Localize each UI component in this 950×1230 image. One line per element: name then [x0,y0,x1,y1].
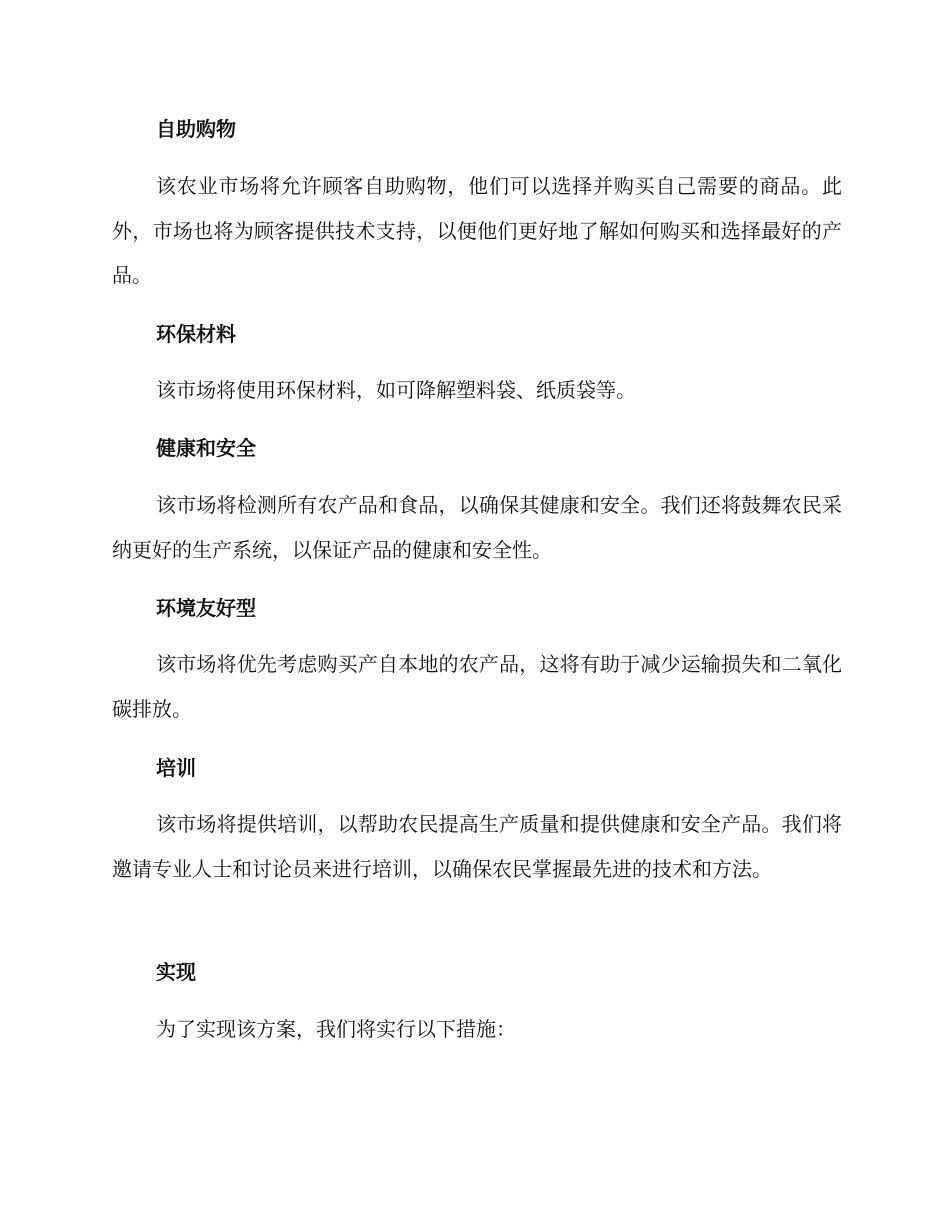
section-heading-health-safety: 健康和安全 [156,436,256,460]
section-heading-training: 培训 [156,756,196,780]
section-body-implementation: 为了实现该方案，我们将实行以下措施： [156,1017,516,1041]
section-body-training: 该市场将提供培训，以帮助农民提高生产质量和提供健康和安全产品。我们将邀请专业人士和讨论员来进行培训，以确保农民掌握最先进的技术和方法。 [112,812,842,881]
section-heading-implementation: 实现 [156,960,196,984]
section-body-eco-friendly: 该市场将优先考虑购买产自本地的农产品，这将有助于减少运输损失和二氧化碳排放。 [112,652,842,721]
section-heading-eco-materials: 环保材料 [156,322,236,346]
section-heading-self-service: 自助购物 [156,117,236,141]
section-body-self-service: 该农业市场将允许顾客自助购物，他们可以选择并购买自己需要的商品。此外，市场也将为顾客提供技术支持，以便他们更好地了解如何购买和选择最好的产品。 [112,174,842,287]
section-body-eco-materials: 该市场将使用环保材料，如可降解塑料袋、纸质袋等。 [156,378,636,402]
section-body-health-safety: 该市场将检测所有农产品和食品，以确保其健康和安全。我们还将鼓舞农民采纳更好的生产系统，以保证产品的健康和安全性。 [112,493,842,562]
section-heading-eco-friendly: 环境友好型 [156,596,256,620]
